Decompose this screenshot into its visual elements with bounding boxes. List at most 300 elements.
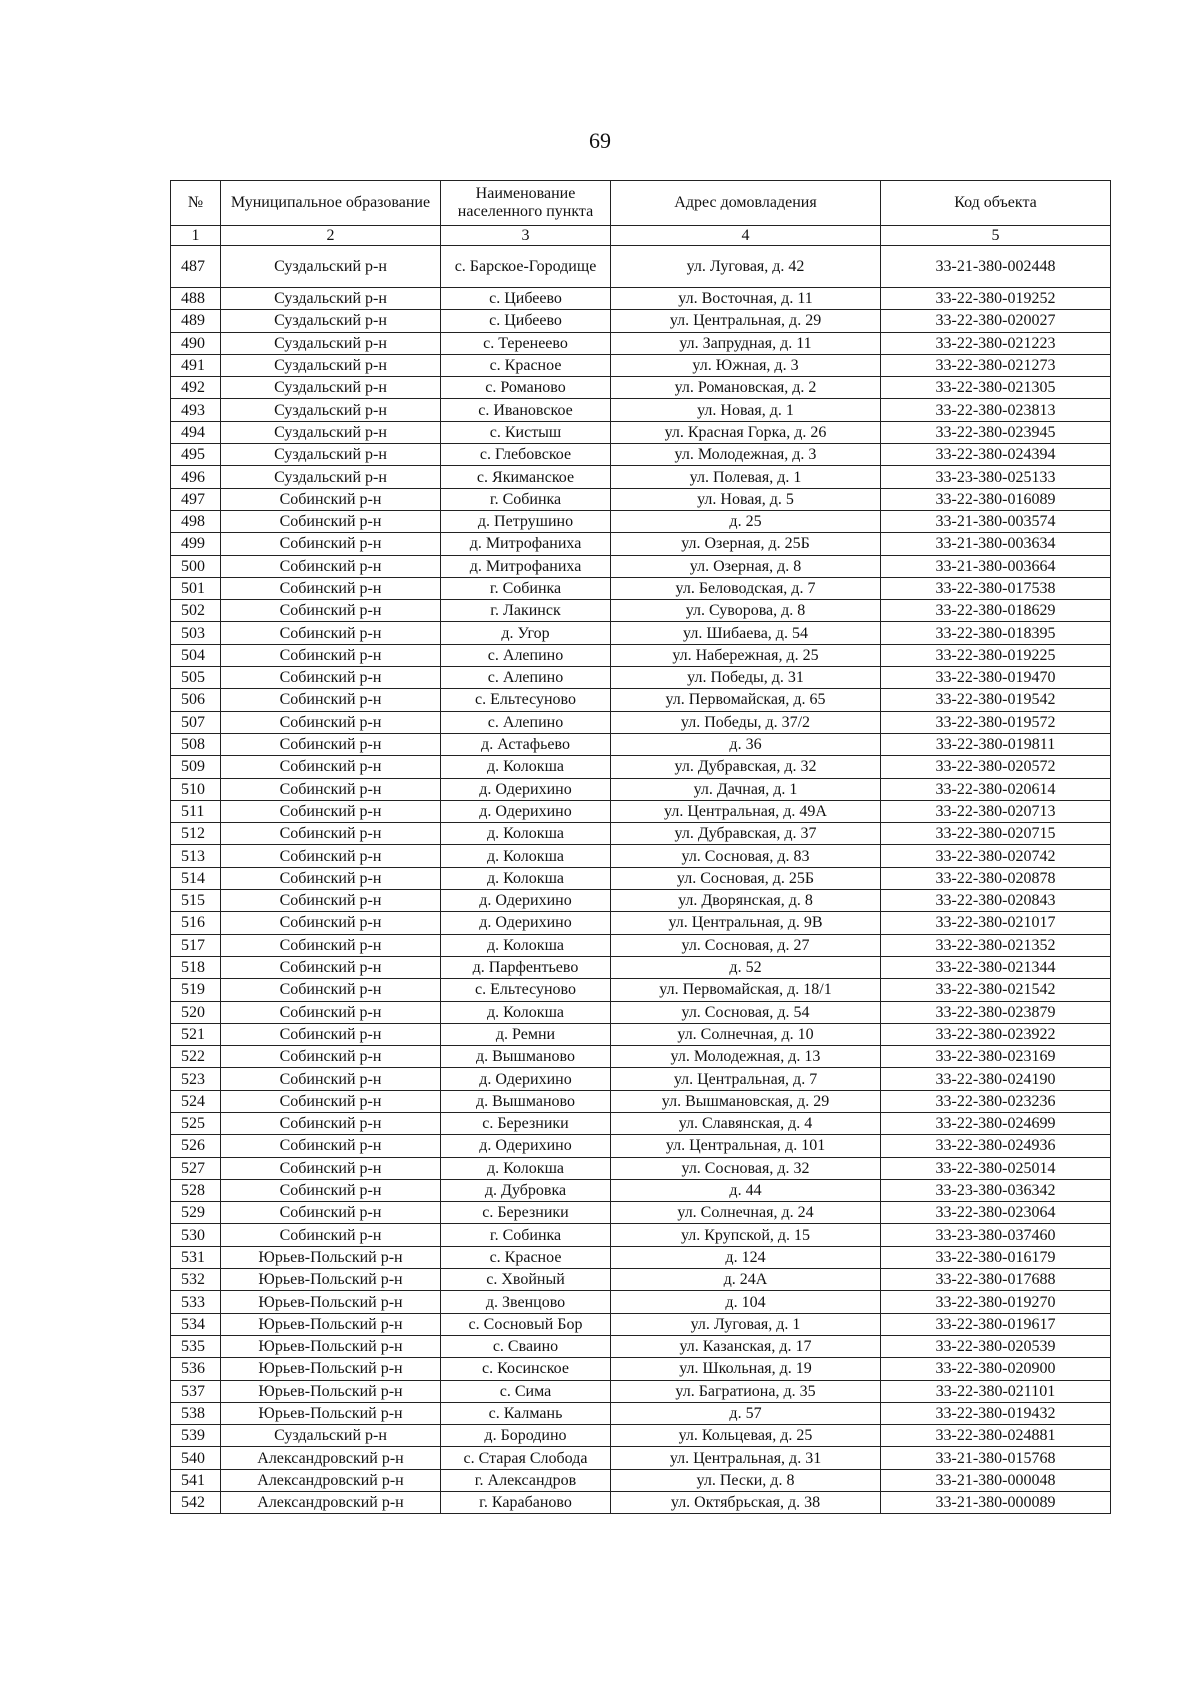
municipality-cell: Собинский р-н xyxy=(221,778,441,800)
object-code-cell: 33-22-380-023813 xyxy=(881,399,1111,421)
table-row xyxy=(171,622,1111,644)
object-code-cell: 33-22-380-020572 xyxy=(881,756,1111,778)
municipality-cell: Собинский р-н xyxy=(221,1046,441,1068)
object-code-cell: 33-22-380-019572 xyxy=(881,711,1111,733)
row-number-cell: 516 xyxy=(171,912,221,934)
row-number-cell: 488 xyxy=(171,288,221,310)
table-row xyxy=(171,332,1111,354)
municipality-cell: Юрьев-Польский р-н xyxy=(221,1269,441,1291)
object-code-cell: 33-22-380-020878 xyxy=(881,867,1111,889)
row-number-cell: 530 xyxy=(171,1224,221,1246)
address-cell: ул. Сосновая, д. 54 xyxy=(611,1001,881,1023)
column-number: 2 xyxy=(221,226,441,246)
address-cell: д. 36 xyxy=(611,733,881,755)
table-row xyxy=(171,1269,1111,1291)
address-cell: ул. Молодежная, д. 13 xyxy=(611,1046,881,1068)
table-row xyxy=(171,510,1111,532)
address-cell: ул. Романовская, д. 2 xyxy=(611,377,881,399)
object-code-cell: 33-21-380-002448 xyxy=(881,246,1111,288)
header-number: № xyxy=(171,181,221,226)
row-number-cell: 492 xyxy=(171,377,221,399)
table-row xyxy=(171,288,1111,310)
object-code-cell: 33-22-380-023064 xyxy=(881,1202,1111,1224)
address-cell: ул. Сосновая, д. 25Б xyxy=(611,867,881,889)
object-code-cell: 33-22-380-017538 xyxy=(881,577,1111,599)
row-number-cell: 537 xyxy=(171,1380,221,1402)
address-cell: д. 52 xyxy=(611,956,881,978)
row-number-cell: 521 xyxy=(171,1023,221,1045)
address-cell: ул. Дубравская, д. 32 xyxy=(611,756,881,778)
row-number-cell: 533 xyxy=(171,1291,221,1313)
settlement-cell: г. Собинка xyxy=(441,488,611,510)
row-number-cell: 504 xyxy=(171,644,221,666)
address-cell: ул. Победы, д. 37/2 xyxy=(611,711,881,733)
municipality-cell: Собинский р-н xyxy=(221,845,441,867)
row-number-cell: 513 xyxy=(171,845,221,867)
settlement-cell: с. Березники xyxy=(441,1112,611,1134)
municipality-cell: Собинский р-н xyxy=(221,644,441,666)
table-row xyxy=(171,310,1111,332)
settlement-cell: д. Ремни xyxy=(441,1023,611,1045)
settlement-cell: д. Одерихино xyxy=(441,800,611,822)
object-code-cell: 33-22-380-025014 xyxy=(881,1157,1111,1179)
table-row xyxy=(171,488,1111,510)
object-code-cell: 33-21-380-000089 xyxy=(881,1492,1111,1514)
municipality-cell: Собинский р-н xyxy=(221,1023,441,1045)
row-number-cell: 524 xyxy=(171,1090,221,1112)
municipality-cell: Собинский р-н xyxy=(221,1179,441,1201)
table-row xyxy=(171,1425,1111,1447)
settlement-cell: д. Угор xyxy=(441,622,611,644)
object-code-cell: 33-22-380-024699 xyxy=(881,1112,1111,1134)
table-row xyxy=(171,1469,1111,1491)
table-row xyxy=(171,979,1111,1001)
row-number-cell: 496 xyxy=(171,466,221,488)
settlement-cell: с. Барское-Городище xyxy=(441,246,611,288)
table-row xyxy=(171,778,1111,800)
settlement-cell: д. Колокша xyxy=(441,1157,611,1179)
municipality-cell: Собинский р-н xyxy=(221,823,441,845)
address-cell: ул. Дачная, д. 1 xyxy=(611,778,881,800)
settlement-cell: с. Старая Слобода xyxy=(441,1447,611,1469)
municipality-cell: Юрьев-Польский р-н xyxy=(221,1313,441,1335)
address-cell: ул. Молодежная, д. 3 xyxy=(611,444,881,466)
municipality-cell: Собинский р-н xyxy=(221,1224,441,1246)
header-address: Адрес домовладения xyxy=(611,181,881,226)
object-code-cell: 33-22-380-019225 xyxy=(881,644,1111,666)
row-number-cell: 487 xyxy=(171,246,221,288)
municipality-cell: Собинский р-н xyxy=(221,1157,441,1179)
header-object-code: Код объекта xyxy=(881,181,1111,226)
table-row xyxy=(171,1402,1111,1424)
object-code-cell: 33-23-380-036342 xyxy=(881,1179,1111,1201)
municipality-cell: Суздальский р-н xyxy=(221,310,441,332)
settlement-cell: д. Одерихино xyxy=(441,778,611,800)
table-row xyxy=(171,1068,1111,1090)
settlement-cell: д. Одерихино xyxy=(441,912,611,934)
address-cell: ул. Победы, д. 31 xyxy=(611,667,881,689)
row-number-cell: 506 xyxy=(171,689,221,711)
object-code-cell: 33-22-380-020614 xyxy=(881,778,1111,800)
table-row xyxy=(171,644,1111,666)
municipality-cell: Собинский р-н xyxy=(221,689,441,711)
row-number-cell: 497 xyxy=(171,488,221,510)
table-row xyxy=(171,1001,1111,1023)
municipality-cell: Собинский р-н xyxy=(221,912,441,934)
row-number-cell: 515 xyxy=(171,890,221,912)
object-code-cell: 33-22-380-020742 xyxy=(881,845,1111,867)
table-row xyxy=(171,867,1111,889)
object-code-cell: 33-22-380-023169 xyxy=(881,1046,1111,1068)
row-number-cell: 539 xyxy=(171,1425,221,1447)
address-cell: ул. Суворова, д. 8 xyxy=(611,600,881,622)
table-row xyxy=(171,756,1111,778)
municipality-cell: Александровский р-н xyxy=(221,1469,441,1491)
object-code-cell: 33-23-380-037460 xyxy=(881,1224,1111,1246)
object-code-cell: 33-22-380-019470 xyxy=(881,667,1111,689)
address-cell: д. 57 xyxy=(611,1402,881,1424)
row-number-cell: 508 xyxy=(171,733,221,755)
settlement-cell: с. Сваино xyxy=(441,1335,611,1357)
table-row xyxy=(171,1447,1111,1469)
row-number-cell: 512 xyxy=(171,823,221,845)
address-cell: ул. Центральная, д. 29 xyxy=(611,310,881,332)
object-code-cell: 33-22-380-016089 xyxy=(881,488,1111,510)
row-number-cell: 532 xyxy=(171,1269,221,1291)
municipality-cell: Собинский р-н xyxy=(221,890,441,912)
row-number-cell: 540 xyxy=(171,1447,221,1469)
municipality-cell: Собинский р-н xyxy=(221,667,441,689)
settlement-cell: д. Звенцово xyxy=(441,1291,611,1313)
address-cell: ул. Багратиона, д. 35 xyxy=(611,1380,881,1402)
municipality-cell: Собинский р-н xyxy=(221,622,441,644)
settlement-cell: д. Парфентьево xyxy=(441,956,611,978)
settlement-cell: с. Алепино xyxy=(441,667,611,689)
object-code-cell: 33-22-380-019542 xyxy=(881,689,1111,711)
settlement-cell: с. Хвойный xyxy=(441,1269,611,1291)
row-number-cell: 503 xyxy=(171,622,221,644)
municipality-cell: Суздальский р-н xyxy=(221,421,441,443)
object-code-cell: 33-21-380-000048 xyxy=(881,1469,1111,1491)
municipality-cell: Юрьев-Польский р-н xyxy=(221,1246,441,1268)
settlement-cell: с. Сима xyxy=(441,1380,611,1402)
municipality-cell: Собинский р-н xyxy=(221,1202,441,1224)
object-code-cell: 33-22-380-019270 xyxy=(881,1291,1111,1313)
object-code-cell: 33-22-380-020900 xyxy=(881,1358,1111,1380)
settlement-cell: д. Дубровка xyxy=(441,1179,611,1201)
address-cell: ул. Вышмановская, д. 29 xyxy=(611,1090,881,1112)
settlement-cell: с. Якиманское xyxy=(441,466,611,488)
municipality-cell: Собинский р-н xyxy=(221,600,441,622)
object-code-cell: 33-22-380-023945 xyxy=(881,421,1111,443)
row-number-cell: 509 xyxy=(171,756,221,778)
row-number-cell: 534 xyxy=(171,1313,221,1335)
row-number-cell: 517 xyxy=(171,934,221,956)
row-number-cell: 505 xyxy=(171,667,221,689)
settlement-cell: д. Бородино xyxy=(441,1425,611,1447)
settlement-cell: д. Вышманово xyxy=(441,1090,611,1112)
municipality-cell: Юрьев-Польский р-н xyxy=(221,1291,441,1313)
municipality-cell: Собинский р-н xyxy=(221,733,441,755)
municipality-cell: Собинский р-н xyxy=(221,1112,441,1134)
settlement-cell: д. Одерихино xyxy=(441,890,611,912)
row-number-cell: 510 xyxy=(171,778,221,800)
table-row xyxy=(171,466,1111,488)
table-row xyxy=(171,246,1111,288)
settlement-cell: с. Косинское xyxy=(441,1358,611,1380)
settlement-cell: с. Цибеево xyxy=(441,310,611,332)
row-number-cell: 490 xyxy=(171,332,221,354)
row-number-cell: 507 xyxy=(171,711,221,733)
object-code-cell: 33-21-380-003634 xyxy=(881,533,1111,555)
municipality-cell: Собинский р-н xyxy=(221,488,441,510)
address-cell: д. 25 xyxy=(611,510,881,532)
table-row xyxy=(171,956,1111,978)
row-number-cell: 511 xyxy=(171,800,221,822)
object-code-cell: 33-21-380-003574 xyxy=(881,510,1111,532)
settlement-cell: с. Красное xyxy=(441,354,611,376)
address-cell: ул. Сосновая, д. 32 xyxy=(611,1157,881,1179)
settlement-cell: д. Колокша xyxy=(441,867,611,889)
municipality-cell: Собинский р-н xyxy=(221,577,441,599)
table-row xyxy=(171,733,1111,755)
row-number-cell: 542 xyxy=(171,1492,221,1514)
object-code-cell: 33-21-380-015768 xyxy=(881,1447,1111,1469)
address-cell: ул. Славянская, д. 4 xyxy=(611,1112,881,1134)
table-row xyxy=(171,823,1111,845)
settlement-cell: г. Лакинск xyxy=(441,600,611,622)
table-row xyxy=(171,421,1111,443)
settlement-cell: д. Одерихино xyxy=(441,1068,611,1090)
settlement-cell: д. Митрофаниха xyxy=(441,555,611,577)
table-row xyxy=(171,800,1111,822)
address-cell: ул. Шибаева, д. 54 xyxy=(611,622,881,644)
municipality-cell: Собинский р-н xyxy=(221,934,441,956)
object-code-cell: 33-22-380-017688 xyxy=(881,1269,1111,1291)
settlement-cell: с. Ельтесуново xyxy=(441,979,611,1001)
settlement-cell: с. Красное xyxy=(441,1246,611,1268)
object-code-cell: 33-22-380-021352 xyxy=(881,934,1111,956)
table-row xyxy=(171,1492,1111,1514)
municipality-cell: Суздальский р-н xyxy=(221,466,441,488)
table-row xyxy=(171,1202,1111,1224)
object-code-cell: 33-22-380-024394 xyxy=(881,444,1111,466)
address-cell: ул. Сосновая, д. 27 xyxy=(611,934,881,956)
column-number: 4 xyxy=(611,226,881,246)
address-cell: ул. Восточная, д. 11 xyxy=(611,288,881,310)
object-code-cell: 33-22-380-021101 xyxy=(881,1380,1111,1402)
address-cell: ул. Полевая, д. 1 xyxy=(611,466,881,488)
municipality-cell: Собинский р-н xyxy=(221,979,441,1001)
object-code-cell: 33-22-380-023879 xyxy=(881,1001,1111,1023)
row-number-cell: 528 xyxy=(171,1179,221,1201)
settlement-cell: г. Собинка xyxy=(441,1224,611,1246)
municipality-cell: Собинский р-н xyxy=(221,1090,441,1112)
municipality-cell: Суздальский р-н xyxy=(221,399,441,421)
settlement-cell: д. Митрофаниха xyxy=(441,533,611,555)
address-cell: ул. Казанская, д. 17 xyxy=(611,1335,881,1357)
object-code-cell: 33-22-380-020715 xyxy=(881,823,1111,845)
column-number: 5 xyxy=(881,226,1111,246)
settlement-cell: с. Березники xyxy=(441,1202,611,1224)
object-code-cell: 33-22-380-024881 xyxy=(881,1425,1111,1447)
table-row xyxy=(171,1246,1111,1268)
table-row xyxy=(171,667,1111,689)
table-row xyxy=(171,934,1111,956)
object-code-cell: 33-22-380-021223 xyxy=(881,332,1111,354)
object-code-cell: 33-23-380-025133 xyxy=(881,466,1111,488)
settlement-cell: д. Колокша xyxy=(441,823,611,845)
address-cell: д. 24А xyxy=(611,1269,881,1291)
municipality-cell: Юрьев-Польский р-н xyxy=(221,1335,441,1357)
table-row xyxy=(171,912,1111,934)
municipality-cell: Собинский р-н xyxy=(221,756,441,778)
object-code-cell: 33-22-380-019811 xyxy=(881,733,1111,755)
settlement-cell: г. Карабаново xyxy=(441,1492,611,1514)
settlement-cell: с. Кистыш xyxy=(441,421,611,443)
object-code-cell: 33-22-380-023236 xyxy=(881,1090,1111,1112)
address-cell: ул. Беловодская, д. 7 xyxy=(611,577,881,599)
row-number-cell: 525 xyxy=(171,1112,221,1134)
object-code-cell: 33-22-380-020843 xyxy=(881,890,1111,912)
address-cell: ул. Озерная, д. 25Б xyxy=(611,533,881,555)
settlement-cell: д. Одерихино xyxy=(441,1135,611,1157)
row-number-cell: 518 xyxy=(171,956,221,978)
table-row xyxy=(171,1135,1111,1157)
municipality-cell: Собинский р-н xyxy=(221,1068,441,1090)
table-row xyxy=(171,600,1111,622)
table-row xyxy=(171,399,1111,421)
table-header-row xyxy=(171,181,1111,226)
address-cell: ул. Первомайская, д. 18/1 xyxy=(611,979,881,1001)
table-row xyxy=(171,577,1111,599)
address-cell: ул. Центральная, д. 49А xyxy=(611,800,881,822)
settlement-cell: с. Алепино xyxy=(441,644,611,666)
settlement-cell: с. Ивановское xyxy=(441,399,611,421)
address-cell: ул. Южная, д. 3 xyxy=(611,354,881,376)
row-number-cell: 493 xyxy=(171,399,221,421)
object-code-cell: 33-22-380-019432 xyxy=(881,1402,1111,1424)
object-code-cell: 33-22-380-024190 xyxy=(881,1068,1111,1090)
municipality-cell: Собинский р-н xyxy=(221,956,441,978)
column-number: 3 xyxy=(441,226,611,246)
row-number-cell: 502 xyxy=(171,600,221,622)
table-row xyxy=(171,1335,1111,1357)
object-code-cell: 33-22-380-019252 xyxy=(881,288,1111,310)
address-cell: ул. Запрудная, д. 11 xyxy=(611,332,881,354)
header-municipality: Муниципальное образование xyxy=(221,181,441,226)
row-number-cell: 491 xyxy=(171,354,221,376)
municipality-cell: Суздальский р-н xyxy=(221,444,441,466)
settlement-cell: с. Ельтесуново xyxy=(441,689,611,711)
settlement-cell: д. Астафьево xyxy=(441,733,611,755)
row-number-cell: 535 xyxy=(171,1335,221,1357)
table-row xyxy=(171,1112,1111,1134)
table-row xyxy=(171,1090,1111,1112)
address-cell: ул. Центральная, д. 31 xyxy=(611,1447,881,1469)
row-number-cell: 523 xyxy=(171,1068,221,1090)
address-cell: д. 104 xyxy=(611,1291,881,1313)
municipality-cell: Суздальский р-н xyxy=(221,354,441,376)
table-row xyxy=(171,377,1111,399)
object-code-cell: 33-22-380-019617 xyxy=(881,1313,1111,1335)
object-code-cell: 33-22-380-021305 xyxy=(881,377,1111,399)
row-number-cell: 489 xyxy=(171,310,221,332)
table-row xyxy=(171,533,1111,555)
object-code-cell: 33-22-380-021542 xyxy=(881,979,1111,1001)
municipality-cell: Суздальский р-н xyxy=(221,377,441,399)
address-cell: ул. Первомайская, д. 65 xyxy=(611,689,881,711)
address-cell: ул. Октябрьская, д. 38 xyxy=(611,1492,881,1514)
table-row xyxy=(171,1380,1111,1402)
municipality-cell: Юрьев-Польский р-н xyxy=(221,1380,441,1402)
municipality-cell: Собинский р-н xyxy=(221,533,441,555)
address-cell: ул. Пески, д. 8 xyxy=(611,1469,881,1491)
address-cell: ул. Озерная, д. 8 xyxy=(611,555,881,577)
row-number-cell: 541 xyxy=(171,1469,221,1491)
row-number-cell: 500 xyxy=(171,555,221,577)
object-code-cell: 33-22-380-021017 xyxy=(881,912,1111,934)
settlement-cell: д. Вышманово xyxy=(441,1046,611,1068)
table-row xyxy=(171,1023,1111,1045)
address-cell: ул. Дубравская, д. 37 xyxy=(611,823,881,845)
address-cell: ул. Солнечная, д. 24 xyxy=(611,1202,881,1224)
address-cell: ул. Дворянская, д. 8 xyxy=(611,890,881,912)
municipality-cell: Собинский р-н xyxy=(221,711,441,733)
table-row xyxy=(171,711,1111,733)
header-settlement: Наименование населенного пункта xyxy=(441,181,611,226)
address-cell: д. 44 xyxy=(611,1179,881,1201)
object-code-cell: 33-22-380-021344 xyxy=(881,956,1111,978)
table-row xyxy=(171,1046,1111,1068)
municipality-cell: Суздальский р-н xyxy=(221,246,441,288)
settlement-cell: д. Колокша xyxy=(441,845,611,867)
row-number-cell: 494 xyxy=(171,421,221,443)
settlement-cell: д. Колокша xyxy=(441,756,611,778)
address-cell: ул. Луговая, д. 1 xyxy=(611,1313,881,1335)
table-row xyxy=(171,845,1111,867)
row-number-cell: 514 xyxy=(171,867,221,889)
object-code-cell: 33-22-380-018629 xyxy=(881,600,1111,622)
address-cell: ул. Центральная, д. 101 xyxy=(611,1135,881,1157)
settlement-cell: с. Калмань xyxy=(441,1402,611,1424)
row-number-cell: 519 xyxy=(171,979,221,1001)
object-code-cell: 33-22-380-016179 xyxy=(881,1246,1111,1268)
table-row xyxy=(171,1291,1111,1313)
municipality-cell: Юрьев-Польский р-н xyxy=(221,1358,441,1380)
municipality-cell: Собинский р-н xyxy=(221,1001,441,1023)
municipality-cell: Собинский р-н xyxy=(221,867,441,889)
object-code-cell: 33-22-380-018395 xyxy=(881,622,1111,644)
table-row xyxy=(171,555,1111,577)
row-number-cell: 531 xyxy=(171,1246,221,1268)
column-number-row xyxy=(171,226,1111,246)
address-cell: ул. Центральная, д. 9В xyxy=(611,912,881,934)
address-cell: ул. Луговая, д. 42 xyxy=(611,246,881,288)
settlement-cell: г. Александров xyxy=(441,1469,611,1491)
object-code-cell: 33-22-380-020027 xyxy=(881,310,1111,332)
table-row xyxy=(171,1224,1111,1246)
row-number-cell: 526 xyxy=(171,1135,221,1157)
settlement-cell: д. Колокша xyxy=(441,934,611,956)
object-code-cell: 33-22-380-023922 xyxy=(881,1023,1111,1045)
object-code-cell: 33-21-380-003664 xyxy=(881,555,1111,577)
address-cell: ул. Сосновая, д. 83 xyxy=(611,845,881,867)
row-number-cell: 495 xyxy=(171,444,221,466)
row-number-cell: 522 xyxy=(171,1046,221,1068)
table-body xyxy=(171,246,1111,1514)
municipality-cell: Суздальский р-н xyxy=(221,332,441,354)
